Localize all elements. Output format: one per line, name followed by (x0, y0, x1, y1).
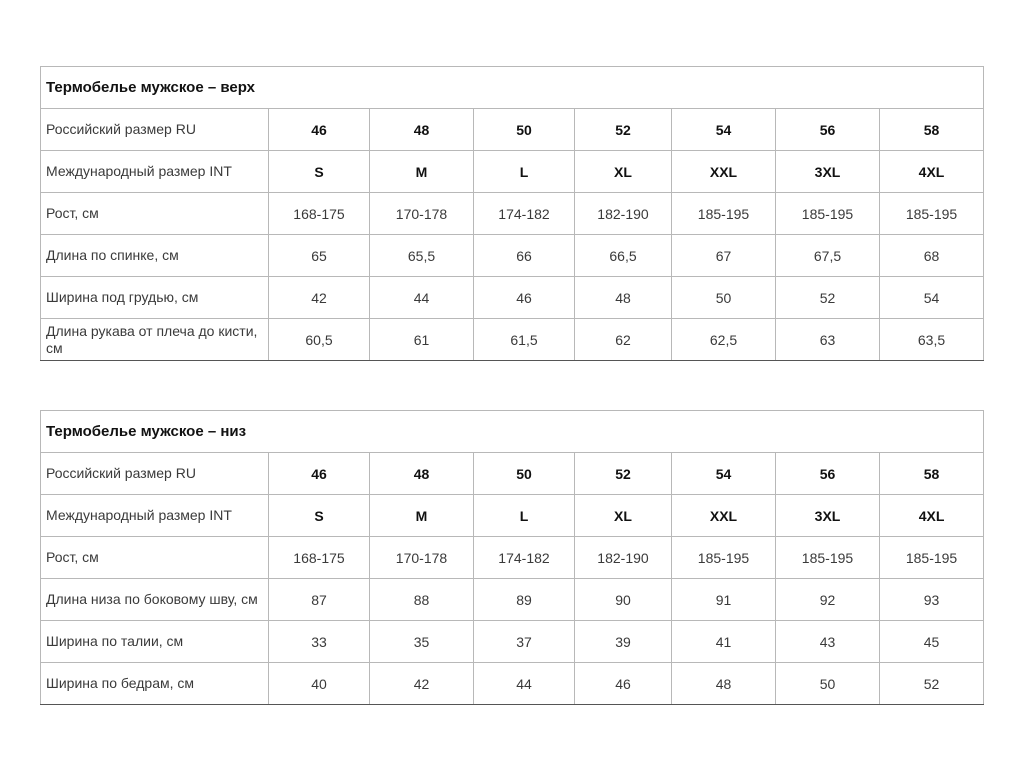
size-value-cell: 185-195 (672, 537, 776, 579)
size-value-cell: 182-190 (575, 537, 672, 579)
table-row (41, 579, 984, 621)
table-row (41, 453, 984, 495)
size-value-cell: 67 (672, 235, 776, 277)
size-value-cell: L (474, 495, 575, 537)
size-value-cell: 48 (370, 109, 474, 151)
size-value-cell: 66 (474, 235, 575, 277)
size-value-cell: 52 (776, 277, 880, 319)
size-value-cell: 48 (370, 453, 474, 495)
size-value-cell: 39 (575, 621, 672, 663)
size-value-cell: 41 (672, 621, 776, 663)
size-table-bottom (40, 410, 984, 705)
size-value-cell: S (269, 495, 370, 537)
row-label: Российский размер RU (41, 453, 269, 495)
size-value-cell: 170-178 (370, 537, 474, 579)
size-value-cell: 54 (672, 453, 776, 495)
size-value-cell: 65,5 (370, 235, 474, 277)
row-label: Ширина по талии, см (41, 621, 269, 663)
size-value-cell: 50 (776, 663, 880, 705)
row-label: Длина по спинке, см (41, 235, 269, 277)
size-value-cell: 50 (474, 453, 575, 495)
size-value-cell: 46 (269, 453, 370, 495)
size-value-cell: 62,5 (672, 319, 776, 361)
size-value-cell: XL (575, 151, 672, 193)
size-value-cell: 89 (474, 579, 575, 621)
size-value-cell: 67,5 (776, 235, 880, 277)
size-value-cell: S (269, 151, 370, 193)
size-value-cell: 185-195 (672, 193, 776, 235)
size-value-cell: 4XL (880, 151, 984, 193)
size-value-cell: 63,5 (880, 319, 984, 361)
table-row (41, 235, 984, 277)
size-value-cell: 56 (776, 109, 880, 151)
row-label: Международный размер INT (41, 151, 269, 193)
size-value-cell: 90 (575, 579, 672, 621)
size-value-cell: 56 (776, 453, 880, 495)
size-value-cell: 185-195 (880, 537, 984, 579)
size-value-cell: 43 (776, 621, 880, 663)
size-value-cell: 46 (474, 277, 575, 319)
size-value-cell: 45 (880, 621, 984, 663)
size-value-cell: 42 (370, 663, 474, 705)
size-value-cell: 60,5 (269, 319, 370, 361)
size-value-cell: 62 (575, 319, 672, 361)
size-table-top (40, 66, 984, 361)
row-label: Российский размер RU (41, 109, 269, 151)
size-value-cell: 65 (269, 235, 370, 277)
size-value-cell: 185-195 (776, 193, 880, 235)
table-row (41, 277, 984, 319)
size-value-cell: XL (575, 495, 672, 537)
size-value-cell: 174-182 (474, 537, 575, 579)
table-row (41, 537, 984, 579)
size-value-cell: L (474, 151, 575, 193)
size-value-cell: 46 (575, 663, 672, 705)
size-value-cell: 52 (575, 453, 672, 495)
size-value-cell: 48 (672, 663, 776, 705)
size-value-cell: 50 (474, 109, 575, 151)
table-title: Термобелье мужское – низ (41, 411, 984, 453)
row-label: Рост, см (41, 193, 269, 235)
size-table-bottom-body (41, 411, 984, 705)
size-value-cell: 54 (672, 109, 776, 151)
size-value-cell: 92 (776, 579, 880, 621)
size-value-cell: M (370, 151, 474, 193)
size-value-cell: 58 (880, 453, 984, 495)
row-label: Длина низа по боковому шву, см (41, 579, 269, 621)
table-row (41, 319, 984, 361)
size-value-cell: 185-195 (776, 537, 880, 579)
table-row (41, 663, 984, 705)
size-value-cell: XXL (672, 151, 776, 193)
size-value-cell: 61,5 (474, 319, 575, 361)
row-label: Рост, см (41, 537, 269, 579)
size-value-cell: 87 (269, 579, 370, 621)
size-value-cell: 40 (269, 663, 370, 705)
table-row (41, 151, 984, 193)
size-value-cell: 3XL (776, 151, 880, 193)
size-value-cell: 4XL (880, 495, 984, 537)
table-row (41, 193, 984, 235)
size-value-cell: 44 (474, 663, 575, 705)
size-value-cell: 35 (370, 621, 474, 663)
size-value-cell: 174-182 (474, 193, 575, 235)
size-value-cell: 93 (880, 579, 984, 621)
row-label: Длина рукава от плеча до кисти, см (41, 319, 269, 361)
row-label: Ширина по бедрам, см (41, 663, 269, 705)
size-value-cell: 46 (269, 109, 370, 151)
size-value-cell: 182-190 (575, 193, 672, 235)
size-table-top-body (41, 67, 984, 361)
size-value-cell: 42 (269, 277, 370, 319)
size-value-cell: XXL (672, 495, 776, 537)
size-value-cell: 168-175 (269, 537, 370, 579)
table-title-row (41, 67, 984, 109)
size-value-cell: 58 (880, 109, 984, 151)
size-value-cell: 3XL (776, 495, 880, 537)
size-value-cell: 63 (776, 319, 880, 361)
size-value-cell: 88 (370, 579, 474, 621)
size-value-cell: 91 (672, 579, 776, 621)
table-row (41, 109, 984, 151)
size-value-cell: 185-195 (880, 193, 984, 235)
size-value-cell: 170-178 (370, 193, 474, 235)
size-value-cell: 66,5 (575, 235, 672, 277)
size-value-cell: 68 (880, 235, 984, 277)
size-value-cell: 54 (880, 277, 984, 319)
table-title: Термобелье мужское – верх (41, 67, 984, 109)
size-value-cell: 33 (269, 621, 370, 663)
size-value-cell: 48 (575, 277, 672, 319)
table-title-row (41, 411, 984, 453)
size-value-cell: 168-175 (269, 193, 370, 235)
size-value-cell: 37 (474, 621, 575, 663)
size-value-cell: 50 (672, 277, 776, 319)
size-value-cell: M (370, 495, 474, 537)
row-label: Международный размер INT (41, 495, 269, 537)
table-row (41, 621, 984, 663)
table-row (41, 495, 984, 537)
size-value-cell: 52 (880, 663, 984, 705)
size-value-cell: 44 (370, 277, 474, 319)
size-value-cell: 52 (575, 109, 672, 151)
row-label: Ширина под грудью, см (41, 277, 269, 319)
size-value-cell: 61 (370, 319, 474, 361)
